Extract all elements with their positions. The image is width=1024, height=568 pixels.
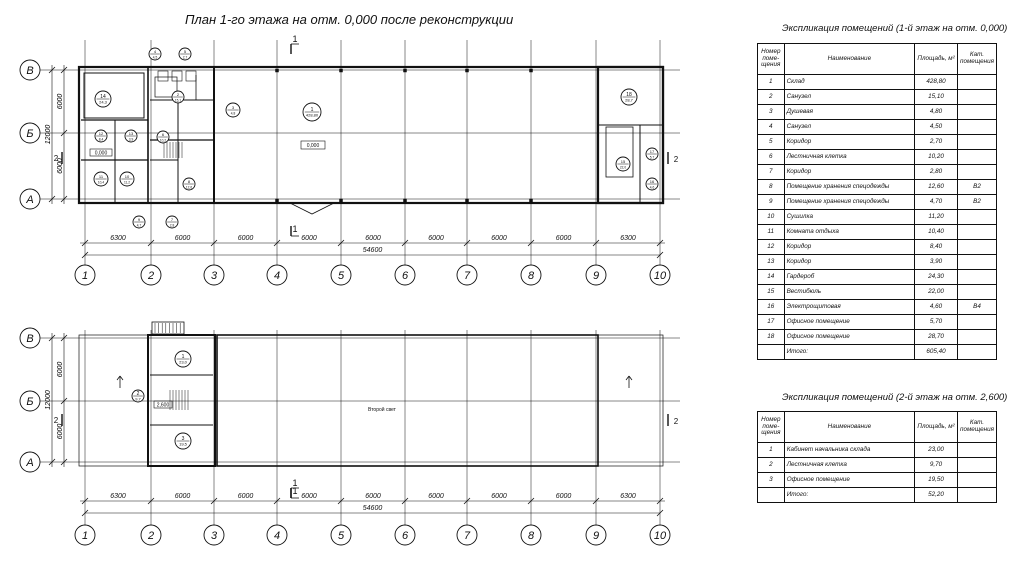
table-row [758, 270, 997, 285]
room-number: 2 [136, 391, 140, 397]
cell-name: Комната отдыха [784, 225, 915, 240]
table-row [758, 330, 997, 345]
room-number: 8 [187, 179, 191, 184]
cell-name: Коридор [784, 135, 915, 150]
room-14 [84, 73, 144, 118]
span-dimension: 6300 [620, 493, 636, 500]
column [404, 69, 407, 72]
cell-empty [758, 345, 785, 360]
room-number: 16 [649, 179, 655, 184]
room-number: 6 [161, 132, 165, 137]
section-mark: 2 [673, 155, 679, 164]
axis-number: 4 [273, 270, 281, 282]
cell-num: 2 [758, 458, 785, 473]
t2-h-cat: Кат. помещения [958, 412, 997, 443]
second-light-void [217, 335, 598, 466]
cell-num: 15 [758, 285, 785, 300]
axis-number: 7 [463, 270, 471, 282]
cell-cat: В2 [958, 195, 997, 210]
room-area: 15,1 [174, 98, 182, 103]
vertical-dimension: 6000 [57, 423, 64, 440]
section-cut-label: 1 [292, 478, 298, 488]
room-area: 2,7 [182, 55, 188, 60]
cell-name: Лестничная клетка [784, 150, 915, 165]
column [404, 199, 407, 202]
room-number: 13 [128, 131, 134, 136]
room-area: 9,7 [135, 396, 141, 402]
cell-cat [958, 105, 997, 120]
vertical-dimension: 6000 [57, 158, 64, 174]
room-number: 10 [124, 174, 130, 179]
room-number: 2 [176, 92, 180, 97]
cell-area: 11,20 [915, 210, 958, 225]
axis-number: 1 [81, 270, 89, 282]
arrow [120, 376, 123, 380]
column [340, 199, 343, 202]
span-dimension: 6300 [110, 235, 126, 242]
axis-number: 5 [337, 270, 345, 282]
t1-h-name: Наименование [784, 44, 915, 75]
cell-name: Коридор [784, 165, 915, 180]
cell-name: Санузел [784, 90, 915, 105]
cell-area: 8,40 [915, 240, 958, 255]
cell-cat [958, 150, 997, 165]
span-dimension: 6000 [555, 235, 572, 242]
axis-number: 2 [147, 530, 155, 542]
cell-name: Лестничная клетка [784, 458, 914, 473]
span-dimension: 6000 [428, 493, 444, 500]
t1-h-cat: Кат. помещения [958, 44, 997, 75]
room-area: 28,7 [625, 97, 633, 103]
cell-area: 4,60 [915, 300, 958, 315]
level-mark: 2,600 [156, 402, 170, 409]
cell-cat [958, 210, 997, 225]
axis-number: 5 [337, 530, 345, 542]
second-light-label: Второй свет [368, 407, 396, 413]
arrow [117, 376, 120, 380]
span-dimension: 6000 [491, 235, 507, 242]
table-row [758, 255, 997, 270]
room-area: 4,8 [230, 111, 236, 116]
cell-cat [958, 270, 997, 285]
axis-letter: В [26, 333, 34, 345]
room-number: 15 [620, 159, 626, 164]
room-area: 10,4 [97, 180, 105, 185]
span-dimension: 6000 [491, 493, 507, 500]
section-mark: 2 [53, 154, 59, 163]
axis-number: 3 [210, 270, 218, 282]
t1-h-area: Площадь, м² [915, 44, 958, 75]
cell-empty [958, 345, 997, 360]
room-area: 2,8 [169, 223, 175, 228]
cell-area: 2,70 [915, 135, 958, 150]
axis-number: 6 [401, 270, 409, 282]
room-number: 11 [98, 174, 104, 179]
t1-h-num: Номер поме-щения [758, 44, 785, 75]
room-area: 23,0 [179, 359, 187, 365]
span-dimension: 6300 [110, 493, 126, 500]
axis-letter: В [26, 65, 34, 77]
cell-name: Электрощитовая [784, 300, 915, 315]
room-number: 3 [181, 436, 185, 442]
room-area: 8,4 [98, 137, 104, 142]
vertical-total-dimension: 12000 [45, 124, 52, 145]
cell-name: Кабинет начальника склада [784, 443, 914, 458]
cell-cat [958, 315, 997, 330]
cell-empty [758, 488, 785, 503]
cell-num: 3 [758, 105, 785, 120]
room-area: 10,2 [159, 138, 167, 143]
cell-cat: В2 [958, 180, 997, 195]
room-number: 7 [170, 217, 174, 222]
cell-area: 4,80 [915, 105, 958, 120]
axis-number: 10 [653, 270, 667, 282]
cell-name: Склад [784, 75, 915, 90]
table-row [758, 135, 997, 150]
axis-number: 10 [653, 530, 667, 542]
cell-name: Санузел [784, 120, 915, 135]
cell-area: 9,70 [915, 458, 958, 473]
cell-cat [958, 255, 997, 270]
table2-title: Экспликация помещений (2-й этаж на отм. 2,600) [782, 392, 1008, 403]
table-row [758, 105, 997, 120]
cell-num: 2 [758, 90, 785, 105]
cell-name: Офисное помещение [784, 473, 914, 488]
cell-area: 5,70 [915, 315, 958, 330]
span-dimension: 6000 [237, 493, 254, 500]
column [530, 199, 533, 202]
room-number: 9 [137, 217, 141, 222]
t2-h-name: Наименование [784, 412, 914, 443]
cell-num: 3 [758, 473, 785, 488]
room-number: 12 [98, 131, 104, 136]
section-cut-label: 1 [292, 486, 298, 496]
total-total_area: 605,40 [915, 345, 958, 360]
cell-area: 4,70 [915, 195, 958, 210]
span-dimension: 6000 [174, 493, 191, 500]
cell-num: 9 [758, 195, 785, 210]
cell-num: 14 [758, 270, 785, 285]
cell-area: 2,80 [915, 165, 958, 180]
cell-cat [958, 165, 997, 180]
span-dimension: 6000 [365, 493, 381, 500]
room-number: 4 [153, 49, 157, 54]
room-number: 3 [231, 105, 235, 110]
cell-cat [958, 443, 997, 458]
column [276, 199, 279, 202]
room-area: 12,6 [185, 185, 193, 190]
room-number: 1 [181, 354, 185, 360]
external-stair [152, 322, 184, 334]
room-area: 4,5 [152, 55, 158, 60]
cell-name: Коридор [784, 240, 915, 255]
cell-cat: В4 [958, 300, 997, 315]
table-row [758, 90, 997, 105]
table-row [758, 120, 997, 135]
cell-area: 15,10 [915, 90, 958, 105]
rooms-table-floor2 [757, 411, 997, 503]
column [466, 199, 469, 202]
cell-cat [958, 240, 997, 255]
cell-area: 10,40 [915, 225, 958, 240]
cell-name: Офисное помещение [784, 330, 915, 345]
section-cut-label: 1 [292, 34, 298, 44]
cell-num: 13 [758, 255, 785, 270]
axis-number: 2 [147, 270, 155, 282]
axis-number: 9 [592, 530, 600, 542]
span-dimension: 6000 [555, 493, 572, 500]
cell-num: 1 [758, 443, 785, 458]
cell-num: 16 [758, 300, 785, 315]
cell-name: Помещение хранения спецодежды [784, 195, 915, 210]
cell-name: Офисное помещение [784, 315, 915, 330]
level-mark-west: 0,000 [94, 150, 108, 157]
total-dimension: 54600 [362, 247, 383, 254]
arrow [629, 376, 632, 380]
span-dimension: 6000 [428, 235, 444, 242]
t2-h-num: Номер поме-щения [758, 412, 785, 443]
room-area: 22,0 [619, 165, 627, 170]
cell-cat [958, 458, 997, 473]
cell-num: 11 [758, 225, 785, 240]
span-dimension: 6000 [174, 235, 191, 242]
t2-h-area: Площадь, м² [915, 412, 958, 443]
cell-num: 18 [758, 330, 785, 345]
entrance-canopy [290, 203, 334, 214]
room-area: 4,6 [649, 185, 655, 190]
axis-number: 6 [401, 530, 409, 542]
section-cut-label: 1 [292, 224, 298, 234]
room-number: 17 [649, 149, 655, 154]
table-row [758, 458, 997, 473]
total-total_label: Итого: [784, 345, 915, 360]
table-row [758, 75, 997, 90]
table-row [758, 180, 997, 195]
cell-cat [958, 225, 997, 240]
cell-num: 12 [758, 240, 785, 255]
vertical-dimension: 6000 [57, 361, 64, 378]
table-row [758, 210, 997, 225]
room-area: 428,80 [305, 112, 319, 118]
cell-cat [958, 135, 997, 150]
room-area: 3,9 [128, 137, 134, 142]
cell-area: 19,50 [915, 473, 958, 488]
axis-letter: А [26, 457, 34, 469]
cell-cat [958, 75, 997, 90]
room-area: 24,3 [99, 99, 107, 105]
table-row [758, 443, 997, 458]
cell-area: 3,90 [915, 255, 958, 270]
section-mark: 2 [53, 416, 59, 425]
cell-num: 17 [758, 315, 785, 330]
cell-area: 22,00 [915, 285, 958, 300]
level-mark: 0,000 [306, 143, 320, 149]
vertical-total-dimension: 12000 [45, 390, 52, 410]
cell-area: 10,20 [915, 150, 958, 165]
span-dimension: 6300 [620, 235, 636, 242]
building-outline-floor2 [79, 335, 663, 466]
table-row [758, 165, 997, 180]
cell-cat [958, 285, 997, 300]
axis-letter: А [26, 194, 34, 206]
axis-number: 4 [273, 530, 281, 542]
cell-num: 8 [758, 180, 785, 195]
cell-num: 7 [758, 165, 785, 180]
room-number: 14 [100, 94, 106, 100]
span-dimension: 6000 [301, 235, 317, 242]
cell-num: 1 [758, 75, 785, 90]
table-row [758, 285, 997, 300]
axis-number: 7 [463, 530, 471, 542]
cell-num: 5 [758, 135, 785, 150]
column [466, 69, 469, 72]
table-row [758, 300, 997, 315]
cell-name: Коридор [784, 255, 915, 270]
table-row [758, 225, 997, 240]
cell-cat [958, 90, 997, 105]
arrow [626, 376, 629, 380]
axis-number: 8 [527, 270, 535, 282]
room-area: 11,2 [124, 180, 130, 185]
cell-area: 4,50 [915, 120, 958, 135]
cell-cat [958, 120, 997, 135]
room-number: 1 [310, 107, 314, 113]
cell-name: Сушилка [784, 210, 915, 225]
rooms-table-floor1 [757, 43, 997, 360]
table-total-row [758, 488, 997, 503]
cell-area: 12,60 [915, 180, 958, 195]
room-area: 5,7 [649, 155, 655, 160]
cell-num: 6 [758, 150, 785, 165]
table-total-row [758, 345, 997, 360]
cell-num: 10 [758, 210, 785, 225]
total-total_area: 52,20 [915, 488, 958, 503]
section-mark: 2 [673, 417, 679, 426]
room-number: 18 [626, 92, 632, 98]
axis-letter: Б [26, 128, 34, 140]
span-dimension: 6000 [237, 235, 254, 242]
cell-cat [958, 330, 997, 345]
table-row [758, 240, 997, 255]
total-total_label: Итого: [784, 488, 914, 503]
cell-cat [958, 473, 997, 488]
cell-area: 24,30 [915, 270, 958, 285]
cell-name: Гардероб [784, 270, 915, 285]
room-area: 4,7 [136, 223, 142, 228]
span-dimension: 6000 [301, 493, 317, 500]
table1-title: Экспликация помещений (1-й этаж на отм. 0,000) [782, 23, 1008, 34]
table-row [758, 473, 997, 488]
plan1-title: План 1-го этажа на отм. 0,000 после реконструкции [185, 12, 514, 27]
vertical-dimension: 6000 [57, 93, 64, 110]
room-number: 5 [183, 49, 187, 54]
axis-number: 1 [81, 530, 89, 542]
toilet-fixture [158, 71, 168, 81]
cell-area: 28,70 [915, 330, 958, 345]
table-row [758, 315, 997, 330]
axis-number: 8 [527, 530, 535, 542]
cell-name: Вестибюль [784, 285, 915, 300]
cell-empty [958, 488, 997, 503]
cell-num: 4 [758, 120, 785, 135]
total-dimension: 54600 [362, 505, 383, 512]
room-area: 19,5 [179, 441, 187, 447]
column [340, 69, 343, 72]
table-row [758, 150, 997, 165]
column [276, 69, 279, 72]
cell-area: 428,80 [915, 75, 958, 90]
axis-number: 9 [592, 270, 600, 282]
axis-number: 3 [210, 530, 218, 542]
cell-name: Душевая [784, 105, 915, 120]
span-dimension: 6000 [365, 235, 381, 242]
axis-letter: Б [26, 396, 34, 408]
table-row [758, 195, 997, 210]
cell-area: 23,00 [915, 443, 958, 458]
cell-name: Помещение хранения спецодежды [784, 180, 915, 195]
column [530, 69, 533, 72]
toilet-fixture [186, 71, 196, 81]
